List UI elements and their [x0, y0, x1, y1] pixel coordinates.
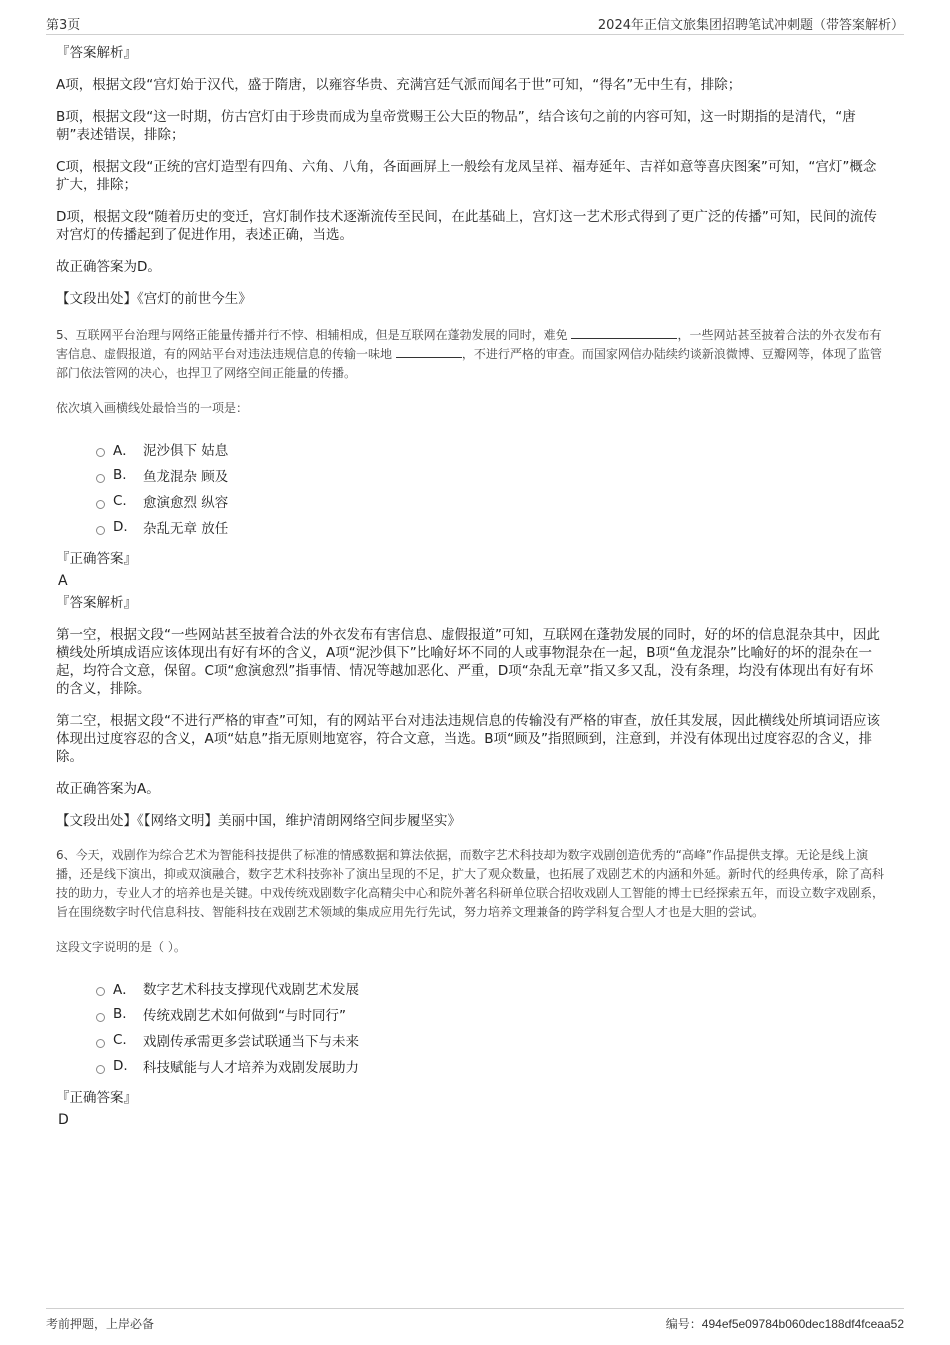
radio-icon[interactable] — [96, 1013, 105, 1022]
option-d[interactable] — [96, 1053, 886, 1079]
passage-source: 【文段出处】《宫灯的前世今生》 — [56, 291, 252, 307]
code-value: 494ef5e09784b060dec188df4fceaa52 — [701, 1317, 904, 1331]
correct-answer-label: 『正确答案』 — [56, 1090, 137, 1106]
page-number: 第3页 — [46, 18, 81, 33]
option-letter: A． — [113, 982, 136, 998]
passage-source: 【文段出处】《【网络文明】美丽中国，维护清朗网络空间步履坚实》 — [56, 813, 461, 829]
option-letter: D. — [113, 519, 128, 535]
option-letter: D. — [113, 1058, 128, 1074]
option-d[interactable] — [96, 514, 886, 540]
radio-icon[interactable] — [96, 526, 105, 535]
analysis-blank-1: 第一空，根据文段“一些网站甚至披着合法的外衣发布有害信息、虚假报道”可知，互联网在蓬勃发展的同时，好的坏的信息混杂其中，因此横线处所填成语应该体现出有好有坏的含义，A项“泥沙俱下”比喻好坏不同的人或事物混杂在一起，B项“鱼龙混杂”比喻好的坏的混杂在一起，均符合文意，保留。C项“愈演愈烈”指事情、情况等越加恶化、严重，D项“杂乱无章”指又多又乱，没有条理，均没有体现出有好有坏的含义，排除。 — [56, 627, 880, 697]
fill-blank-1 — [571, 326, 677, 339]
document-title: 2024年正信文旅集团招聘笔试冲刺题（带答案解析） — [597, 18, 904, 33]
analysis-option-a: A项，根据文段“宫灯始于汉代，盛于隋唐，以雍容华贵、充满宫廷气派而闻名于世”可知，“得名”无中生有，排除； — [56, 77, 742, 93]
radio-icon[interactable] — [96, 500, 105, 509]
option-letter: B. — [113, 467, 127, 483]
option-c[interactable] — [96, 488, 886, 514]
option-b[interactable] — [96, 1001, 886, 1027]
option-a[interactable] — [96, 436, 886, 462]
question-5-stem — [56, 326, 886, 383]
question-6-options — [96, 975, 886, 1079]
option-text: 数字艺术科技支撑现代戏剧艺术发展 — [143, 982, 359, 998]
option-text: 戏剧传承需更多尝试联通当下与未来 — [143, 1034, 359, 1050]
option-letter: C. — [113, 1032, 127, 1048]
question-5-prompt: 依次填入画横线处最恰当的一项是： — [56, 401, 249, 415]
analysis-option-b: B项，根据文段“这一时期，仿古宫灯由于珍贵而成为皇帝赏赐王公大臣的物品”，结合该句之前的内容可知，这一时期指的是清代，“唐朝”表述错误，排除； — [56, 109, 856, 143]
correct-answer-value: A — [58, 573, 68, 589]
fill-blank-2 — [396, 345, 462, 358]
question-5-options — [96, 436, 886, 540]
footer-slogan: 考前押题，上岸必备 — [46, 1317, 155, 1331]
option-text: 鱼龙混杂 顾及 — [143, 469, 229, 485]
option-text: 传统戏剧艺术如何做到“与时同行” — [143, 1008, 346, 1024]
option-text: 科技赋能与人才培养为戏剧发展助力 — [143, 1060, 359, 1076]
correct-answer-statement: 故正确答案为A。 — [56, 781, 160, 797]
radio-icon[interactable] — [96, 448, 105, 457]
option-text: 泥沙俱下 姑息 — [143, 443, 229, 459]
option-b[interactable] — [96, 462, 886, 488]
answer-analysis-label: 『答案解析』 — [56, 595, 137, 611]
radio-icon[interactable] — [96, 1039, 105, 1048]
answer-analysis-label: 『答案解析』 — [56, 45, 137, 61]
analysis-blank-2: 第二空，根据文段“不进行严格的审查”可知，有的网站平台对违法违规信息的传输没有严格的审查，放任其发展，因此横线处所填词语应该体现出过度容忍的含义，A项“姑息”指无原则地宽容，符合文意，当选。B项“顾及”指照顾到，注意到，并没有体现出过度容忍的含义，排除。 — [56, 713, 880, 765]
option-letter: B. — [113, 1006, 127, 1022]
code-label: 编号： — [665, 1317, 702, 1331]
correct-answer-value: D — [58, 1112, 69, 1128]
correct-answer-label: 『正确答案』 — [56, 551, 137, 567]
question-5-stem-part3: ，不进行严格的审查。而国家网信办陆续约谈新浪微博、豆瓣网等，体现了监管部门依法管网的决心，也捍卫了网络空间正能量的传播。 — [56, 347, 882, 380]
option-letter: A． — [113, 443, 136, 459]
question-5-stem-part1: 5、互联网平台治理与网络正能量传播并行不悖、相辅相成，但是互联网在蓬勃发展的同时，难免 — [56, 328, 568, 342]
document-body — [56, 44, 886, 1133]
question-5-stem-part2: ，一些网站甚至披着合法的外衣发布有害信息、虚假报道，有的网站平台对违法违规信息的传输一味地 — [56, 328, 882, 361]
document-code — [666, 1315, 904, 1332]
question-6-prompt: 这段文字说明的是（ ）。 — [56, 940, 186, 954]
radio-icon[interactable] — [96, 987, 105, 996]
option-text: 愈演愈烈 纵容 — [143, 495, 229, 511]
option-c[interactable] — [96, 1027, 886, 1053]
option-a[interactable] — [96, 975, 886, 1001]
page-footer — [46, 1308, 904, 1335]
option-text: 杂乱无章 放任 — [143, 521, 229, 537]
analysis-option-d: D项，根据文段“随着历史的变迁，宫灯制作技术逐渐流传至民间，在此基础上，宫灯这一艺术形式得到了更广泛的传播”可知，民间的流传对宫灯的传播起到了促进作用，表述正确，当选。 — [56, 209, 877, 243]
correct-answer-statement: 故正确答案为D。 — [56, 259, 161, 275]
radio-icon[interactable] — [96, 1065, 105, 1074]
radio-icon[interactable] — [96, 474, 105, 483]
analysis-option-c: C项，根据文段“正统的宫灯造型有四角、六角、八角，各面画屏上一般绘有龙凤呈祥、福寿延年、吉祥如意等喜庆图案”可知，“宫灯”概念扩大，排除； — [56, 159, 877, 193]
question-6-stem: 6、今天，戏剧作为综合艺术为智能科技提供了标准的情感数据和算法依据，而数字艺术科技却为数字戏剧创造优秀的“高峰”作品提供支撑。无论是线上演播，还是线下演出，抑或双演融合，数字艺术科技弥补了演出呈现的不足，扩大了观众数量，也拓展了戏剧艺术的内涵和外延。新时代的经典传承，除了高科技的助力，专业人才的培养也是关键。中戏传统戏剧数字化高精尖中心和院外著名科研单位联合招收戏剧人工智能的博士已经探索五年，而设立数字戏剧系，旨在围绕数字时代信息科技、智能科技在戏剧艺术领域的集成应用先行先试，努力培养文理兼备的跨学科复合型人才也是大胆的尝试。 — [56, 848, 885, 919]
option-letter: C. — [113, 493, 127, 509]
page-header — [46, 12, 904, 35]
